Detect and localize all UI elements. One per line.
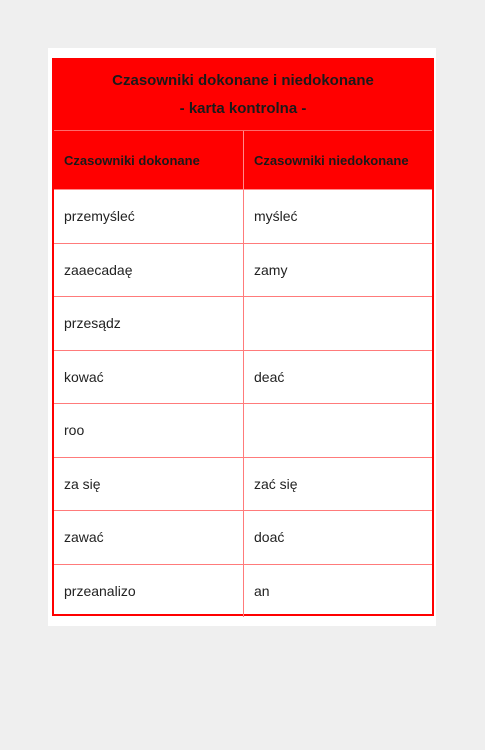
imperfective-cell: an — [243, 565, 432, 618]
card-title — [54, 60, 432, 131]
perfective-cell: przesądz — [64, 315, 121, 332]
perfective-cell: roo — [64, 422, 85, 439]
imperfective-cell: doać — [243, 511, 432, 564]
table-row — [54, 565, 432, 618]
table-row — [54, 511, 432, 565]
title-line-1: Czasowniki dokonane i niedokonane — [112, 72, 374, 89]
perfective-cell: zawać — [64, 529, 104, 546]
table-row — [54, 458, 432, 512]
table-row — [54, 404, 432, 458]
title-line-2: - karta kontrolna - — [179, 100, 307, 117]
perfective-cell: kować — [64, 368, 104, 385]
table-row — [54, 297, 432, 351]
table-row — [54, 351, 432, 405]
table-header — [54, 131, 432, 190]
imperfective-cell — [243, 297, 432, 350]
imperfective-cell — [243, 404, 432, 457]
document-page — [48, 48, 436, 626]
perfective-cell: przeanalizo — [64, 582, 136, 599]
imperfective-cell: myśleć — [243, 190, 432, 243]
table-row — [54, 244, 432, 298]
table-row — [54, 190, 432, 244]
control-card — [52, 58, 434, 616]
table-body — [54, 190, 432, 617]
imperfective-cell: zamy — [243, 244, 432, 297]
perfective-cell: za się — [64, 475, 101, 492]
perfective-cell: zaaecadaę — [64, 261, 133, 278]
imperfective-cell: deać — [243, 351, 432, 404]
header-perfective: Czasowniki dokonane — [64, 152, 200, 168]
imperfective-cell: zać się — [243, 458, 432, 511]
perfective-cell: przemyśleć — [64, 208, 135, 225]
header-imperfective: Czasowniki niedokonane — [243, 131, 432, 189]
